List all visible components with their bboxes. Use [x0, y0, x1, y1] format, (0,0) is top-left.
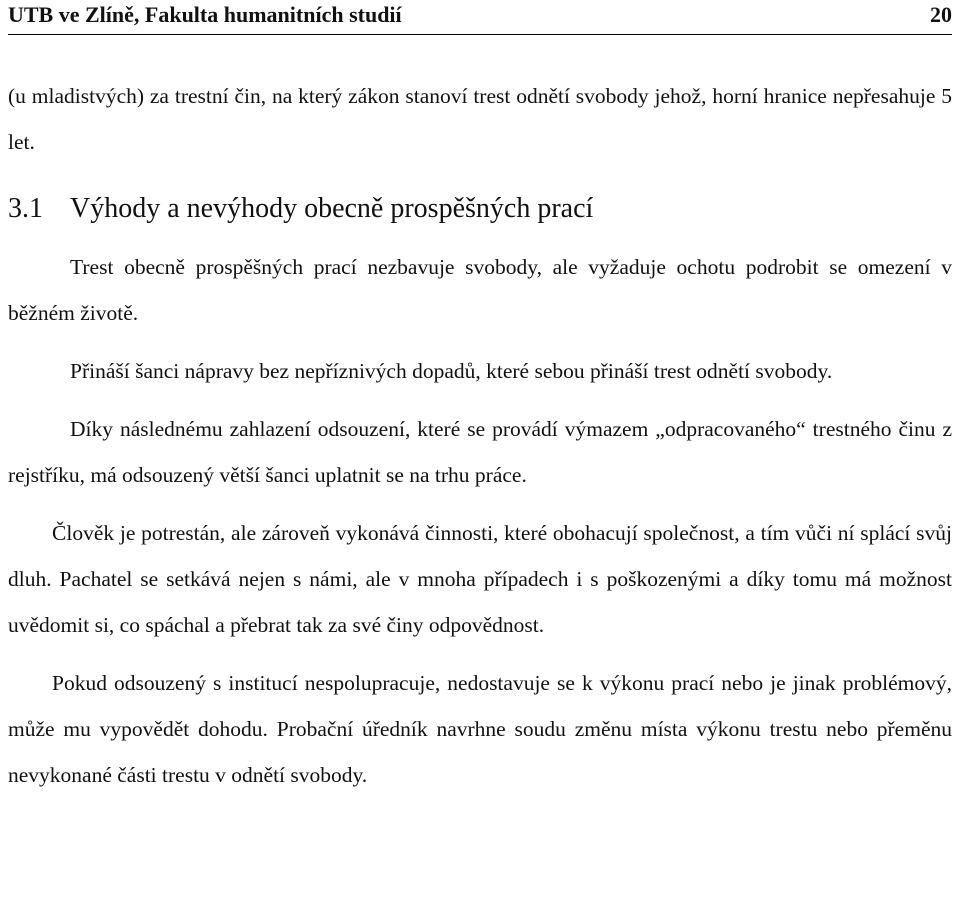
paragraph: Člověk je potrestán, ale zároveň vykonává činnosti, které obohacují společnost, a tím vůči ní splácí svůj dluh. Pachatel se setkává nejen s námi, ale v mnoha případech i s poškozenými a díky tomu má možnost uvědomit si, co spáchal a přebrat tak za své činy odpovědnost. — [8, 521, 952, 637]
paragraph: Přináší šanci nápravy bez nepříznivých dopadů, které sebou přináší trest odnětí svobody. — [70, 359, 833, 383]
page-header — [8, 0, 952, 35]
paragraph-continuation: (u mladistvých) za trestní čin, na který zákon stanoví trest odnětí svobody jehož, horní hranice nepřesahuje 5 let. — [8, 84, 952, 154]
page-body — [8, 73, 952, 798]
section-number: 3.1 — [8, 193, 43, 224]
page-number: 20 — [930, 2, 952, 27]
section-heading — [8, 189, 952, 229]
header-title: UTB ve Zlíně, Fakulta humanitních studií — [8, 2, 402, 27]
paragraph: Díky následnému zahlazení odsouzení, které se provádí výmazem „odpracovaného“ trestného činu z rejstříku, má odsouzený větší šanci uplatnit se na trhu práce. — [8, 417, 952, 487]
paragraph: Trest obecně prospěšných prací nezbavuje svobody, ale vyžaduje ochotu podrobit se omezení v běžném životě. — [8, 255, 952, 325]
paragraph: Pokud odsouzený s institucí nespolupracuje, nedostavuje se k výkonu prací nebo je jinak problémový, může mu vypovědět dohodu. Probační úředník navrhne soudu změnu místa výkonu trestu nebo přeměnu nevykonané části trestu v odnětí svobody. — [8, 671, 952, 787]
section-title: Výhody a nevýhody obecně prospěšných prací — [70, 193, 594, 224]
